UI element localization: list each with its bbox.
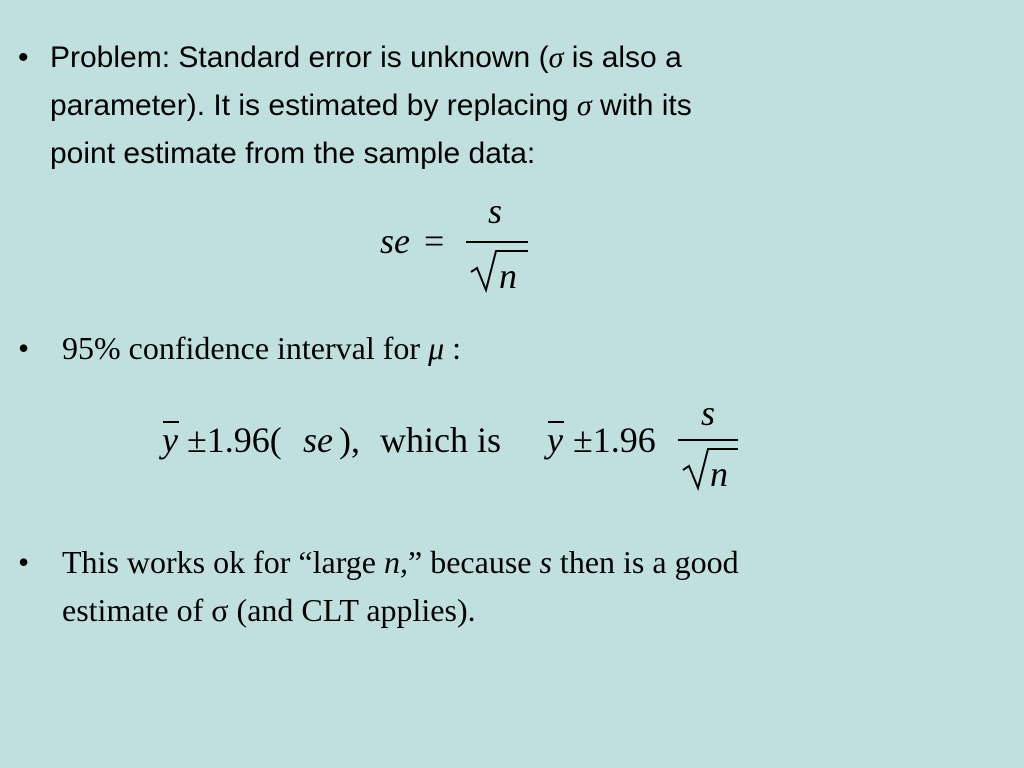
mu-symbol: μ bbox=[428, 330, 445, 366]
formula-part2: ±1.96 bbox=[573, 420, 656, 460]
text-segment: This works ok for “large bbox=[62, 544, 384, 580]
text-segment: parameter). It is estimated by replacing bbox=[50, 89, 577, 122]
bullet-dot: • bbox=[18, 41, 29, 74]
italic-s: s bbox=[539, 544, 552, 580]
formula-equals: = bbox=[424, 221, 445, 261]
line-2 bbox=[50, 82, 950, 130]
which-is-text: which is bbox=[380, 420, 501, 460]
line-1 bbox=[50, 34, 950, 82]
bullet-problem-text bbox=[50, 34, 950, 178]
fraction-denominator: n bbox=[499, 256, 517, 296]
italic-n: n, bbox=[384, 544, 408, 580]
formula-part1-end: ), bbox=[339, 420, 360, 460]
bullet-ci-text bbox=[62, 324, 461, 372]
formula-confidence-interval bbox=[160, 392, 760, 502]
fraction-bar bbox=[466, 241, 528, 243]
line-1 bbox=[62, 538, 962, 586]
formula-standard-error bbox=[380, 190, 540, 300]
text-segment: Problem: Standard error is unknown ( bbox=[50, 41, 549, 74]
fraction-denominator: n bbox=[710, 454, 728, 494]
ybar-symbol: y bbox=[547, 420, 563, 460]
ybar-symbol: y bbox=[162, 420, 178, 460]
bullet-large-n-text bbox=[62, 538, 962, 634]
bullet-dot: • bbox=[18, 544, 30, 580]
bullet-dot: • bbox=[18, 330, 30, 366]
text-segment: 95% confidence interval for bbox=[62, 330, 429, 366]
line-3: point estimate from the sample data: bbox=[50, 137, 536, 170]
text-segment: : bbox=[444, 330, 462, 366]
text-segment: then is a good bbox=[551, 544, 739, 580]
fraction-numerator: s bbox=[488, 191, 503, 231]
text-segment: ” because bbox=[408, 544, 540, 580]
sigma-symbol: σ bbox=[548, 41, 564, 74]
text-segment: with its bbox=[591, 89, 692, 122]
formula-lhs-se: se bbox=[380, 221, 410, 261]
fraction-bar bbox=[678, 439, 738, 441]
sigma-symbol: σ bbox=[576, 89, 592, 122]
fraction-numerator: s bbox=[701, 393, 716, 433]
line-2: estimate of σ (and CLT applies). bbox=[62, 592, 476, 628]
formula-se: se bbox=[303, 420, 333, 460]
formula-part1: ±1.96( bbox=[187, 420, 282, 460]
text-segment: is also a bbox=[563, 41, 682, 74]
